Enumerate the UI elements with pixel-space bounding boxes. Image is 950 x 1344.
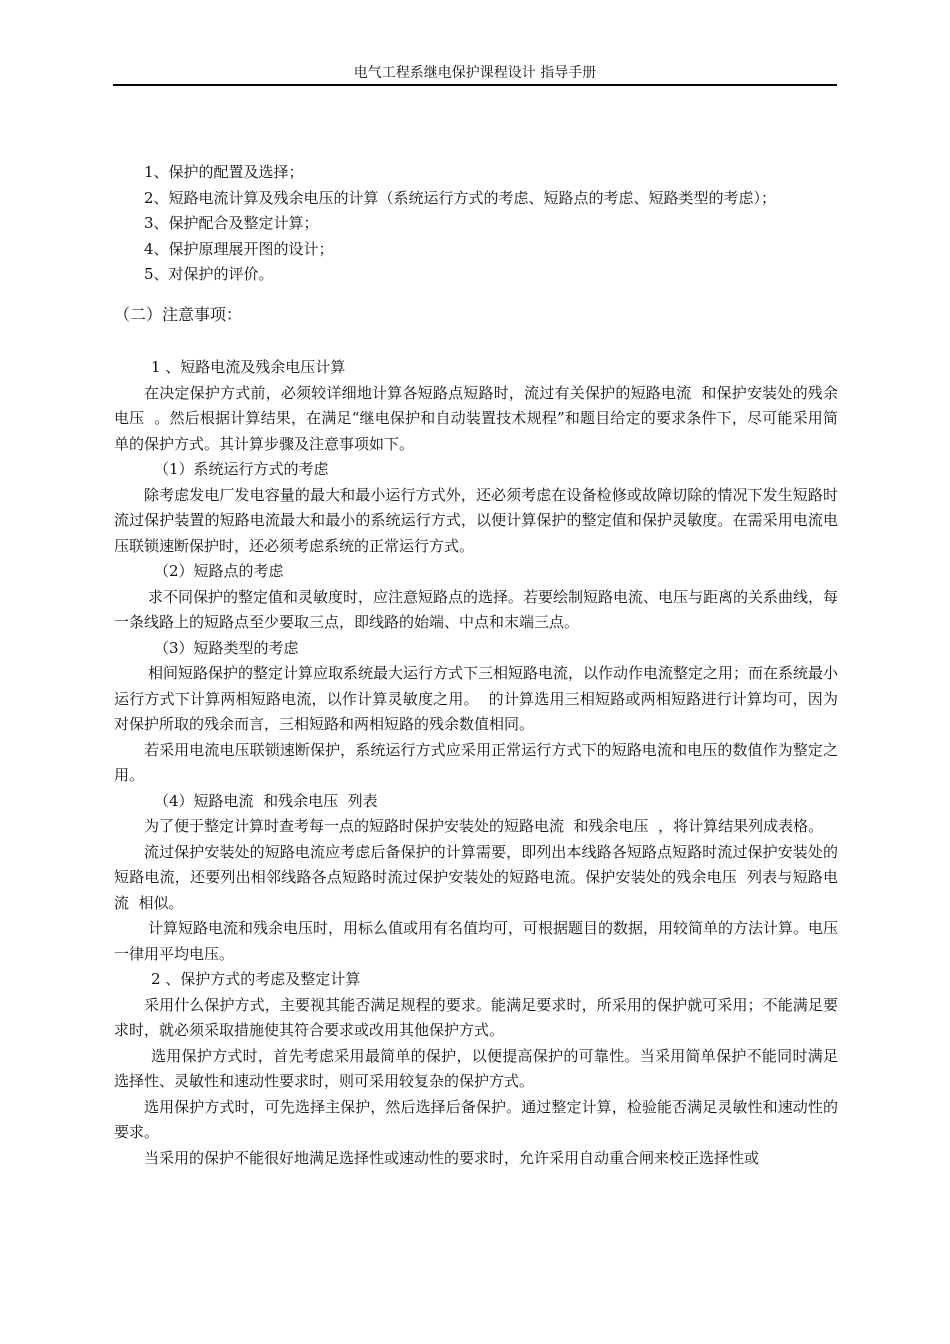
page-header: 电气工程系继电保护课程设计 指导手册 [353,65,597,81]
paragraph: 在决定保护方式前，必须较详细地计算各短路点短路时，流过有关保护的短路电流 和保护安装处的残余电压 。然后根据计算结果，在满足“继电保护和自动装置技术规程”和题目给定的要求条件下，尽可能采用简单的保护方式。其计算步骤及注意事项如下。 [114,383,838,453]
paragraph: 求不同保护的整定值和灵敏度时，应注意短路点的选择。若要绘制短路电流、电压与距离的关系曲线，每一条线路上的短路点至少要取三点，即线路的始端、中点和末端三点。 [114,587,839,631]
paragraph: 相间短路保护的整定计算应取系统最大运行方式下三相短路电流，以作动作电流整定之用；而在系统最小运行方式下计算两相短路电流，以作计算灵敏度之用。 的计算选用三相短路或两相短路进行计算均可，因为对保护所取的残余而言，三相短路和两相短路的残余数值相同。 [114,664,839,733]
paragraph: 采用什么保护方式，主要视其能否满足规程的要求。能满足要求时，所采用的保护就可采用；不能满足要求时，就必须采取措施使其符合要求或改用其他保护方式。 [114,995,838,1039]
document-body [114,160,838,1171]
paragraph: 除考虑发电厂发电容量的最大和最小运行方式外，还必须考虑在设备检修或故障切除的情况下发生短路时流过保护装置的短路电流最大和最小的系统运行方式，以便计算保护的整定值和保护灵敏度。在需采用电流电压联锁速断保护时，还必须考虑系统的正常运行方式。 [114,485,838,555]
paragraph: 流过保护安装处的短路电流应考虑后备保护的计算需要，即列出本线路各短路点短路时流过保护安装处的短路电流，还要列出相邻线路各点短路时流过保护安装处的短路电流。保护安装处的残余电压 列表与短路电流 相似。 [114,842,838,912]
paragraph: 5、对保护的评价。 [144,265,274,283]
paragraph: 3、保护配合及整定计算； [144,214,319,232]
paragraph: 选用保护方式时，可先选择主保护，然后选择后备保护。通过整定计算，检验能否满足灵敏性和速动性的要求。 [114,1097,838,1141]
section-heading: （二）注意事项： [114,304,243,324]
paragraph: 计算短路电流和残余电压时，用标么值或用有名值均可，可根据题目的数据，用较简单的方法计算。电压一律用平均电压。 [114,919,839,963]
paragraph: 1、保护的配置及选择； [144,163,304,181]
paragraph: 若采用电流电压联锁速断保护，系统运行方式应采用正常运行方式下的短路电流和电压的数值作为整定之用。 [114,740,838,784]
paragraph: （4）短路电流 和残余电压 列表 [154,791,378,810]
paragraph: 为了便于整定计算时查考每一点的短路时保护安装处的短路电流 和残余电压 ，将计算结果列成表格。 [144,817,824,835]
paragraph: 2、短路电流计算及残余电压的计算（系统运行方式的考虑、短路点的考虑、短路类型的考虑）； [144,188,777,207]
paragraph: 选用保护方式时，首先考虑采用最简单的保护，以便提高保护的可靠性。当采用简单保护不能同时满足选择性、灵敏性和速动性要求时，则可采用较复杂的保护方式。 [114,1046,838,1090]
paragraph: （1）系统运行方式的考虑 [154,460,329,478]
paragraph: （2）短路点的考虑 [154,562,284,580]
header-rule [113,84,837,86]
paragraph: 1 、短路电流及残余电压计算 [151,358,346,376]
paragraph: （3）短路类型的考虑 [154,638,299,657]
paragraph: 4、保护原理展开图的设计； [144,239,334,258]
paragraph: 当采用的保护不能很好地满足选择性或速动性的要求时，允许采用自动重合闸来校正选择性或 [144,1148,760,1167]
paragraph: 2 、保护方式的考虑及整定计算 [151,970,361,988]
